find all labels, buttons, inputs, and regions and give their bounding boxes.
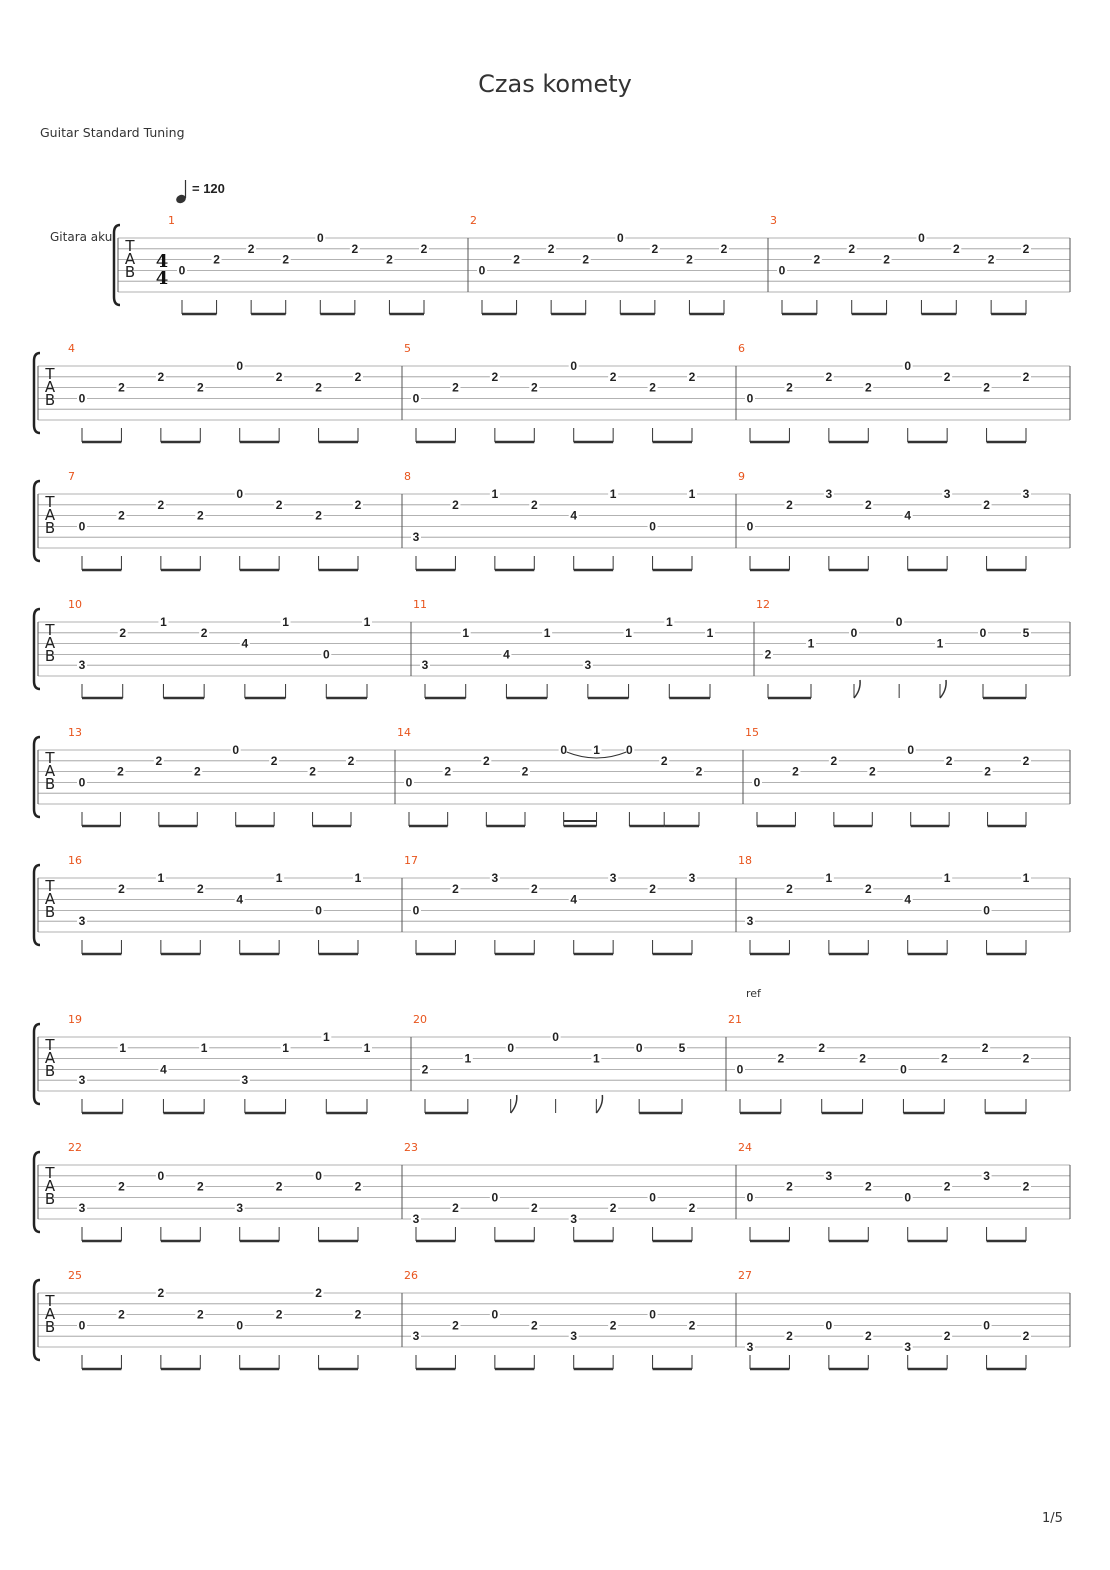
tab-clef-letter: B <box>44 647 56 665</box>
fret-number: 1 <box>609 487 617 501</box>
fret-number: 2 <box>275 369 283 384</box>
fret-number: 0 <box>78 1318 86 1333</box>
fret-number: 4 <box>904 508 912 523</box>
fret-number: 1 <box>807 636 815 651</box>
measure-number: 12 <box>756 598 770 611</box>
fret-number: 2 <box>196 380 204 395</box>
system-bracket <box>34 737 40 817</box>
fret-number: 0 <box>570 359 578 373</box>
measure-number: 18 <box>738 854 752 867</box>
fret-number: 5 <box>678 1040 686 1055</box>
tab-clef-letter: A <box>44 1305 56 1323</box>
tab-clef-letter: B <box>44 1062 56 1080</box>
fret-number: 0 <box>736 1062 744 1077</box>
fret-number: 2 <box>609 1201 617 1216</box>
fret-number: 2 <box>196 1179 204 1194</box>
measure-number: 5 <box>404 342 411 355</box>
fret-number: 2 <box>688 369 696 384</box>
fret-number: 0 <box>983 903 990 918</box>
fret-number: 2 <box>118 1307 125 1322</box>
fret-number: 0 <box>236 1318 244 1333</box>
fret-number: 4 <box>503 647 510 662</box>
fret-number: 2 <box>859 1051 866 1066</box>
tab-clef-letter: A <box>44 1177 56 1195</box>
fret-number: 0 <box>560 743 568 757</box>
fret-number: 4 <box>904 892 912 907</box>
fret-number: 0 <box>316 231 324 245</box>
fret-number: 2 <box>830 753 838 768</box>
tab-clef-letter: T <box>45 1292 55 1310</box>
fret-number: 1 <box>625 625 632 640</box>
fret-number: 1 <box>282 615 289 629</box>
measure-number: 20 <box>413 1013 427 1026</box>
measure-number: 23 <box>404 1141 418 1154</box>
system-bracket <box>34 481 40 561</box>
fret-number: 2 <box>864 380 872 395</box>
fret-number: 2 <box>695 764 703 779</box>
fret-number: 1 <box>119 1040 127 1055</box>
tab-clef-letter: T <box>125 237 135 255</box>
fret-number: 2 <box>452 1318 459 1333</box>
fret-number: 3 <box>1022 487 1030 501</box>
measure-number: 26 <box>404 1269 418 1282</box>
fret-number: 2 <box>1022 753 1030 768</box>
fret-number: 2 <box>247 241 255 256</box>
system-bracket <box>34 1152 40 1232</box>
measure-number: 22 <box>68 1141 82 1154</box>
fret-number: 0 <box>979 625 987 640</box>
fret-number: 2 <box>943 1179 951 1194</box>
fret-number: 1 <box>354 871 362 885</box>
fret-number: 1 <box>665 615 673 629</box>
fret-number: 2 <box>945 753 953 768</box>
fret-number: 2 <box>118 1179 125 1194</box>
fret-number: 2 <box>777 1051 785 1066</box>
fret-number: 3 <box>78 1201 86 1216</box>
fret-number: 2 <box>386 252 393 267</box>
fret-number: 2 <box>452 497 459 512</box>
fret-number: 2 <box>651 241 659 256</box>
fret-number: 2 <box>1022 241 1030 256</box>
measure-number: 2 <box>470 214 477 227</box>
fret-number: 0 <box>491 1190 499 1205</box>
fret-number: 3 <box>412 530 420 545</box>
fret-number: 0 <box>850 625 858 640</box>
fret-number: 3 <box>78 1073 86 1088</box>
fret-number: 2 <box>196 508 204 523</box>
fret-number: 2 <box>200 625 208 640</box>
fret-number: 2 <box>983 380 990 395</box>
fret-number: 2 <box>649 380 656 395</box>
fret-number: 3 <box>236 1201 244 1216</box>
tab-clef-letter: T <box>45 877 55 895</box>
tuning-label: Guitar Standard Tuning <box>40 125 185 140</box>
fret-number: 2 <box>813 252 821 267</box>
fret-number: 0 <box>478 263 486 278</box>
tab-clef-letter: B <box>44 391 56 409</box>
fret-number: 2 <box>864 1179 872 1194</box>
fret-number: 3 <box>746 1340 754 1354</box>
section-label: ref <box>746 987 761 1000</box>
fret-number: 0 <box>412 391 420 406</box>
measure-number: 11 <box>413 598 427 611</box>
fret-number: 2 <box>940 1051 948 1066</box>
measure-number: 14 <box>397 726 411 739</box>
fret-number: 3 <box>609 871 617 885</box>
fret-number: 3 <box>78 658 86 673</box>
fret-number: 2 <box>118 380 125 395</box>
fret-number: 2 <box>864 1329 872 1344</box>
fret-number: 2 <box>491 369 499 384</box>
fret-number: 0 <box>616 231 624 245</box>
fret-number: 3 <box>412 1329 420 1344</box>
fret-number: 3 <box>904 1340 912 1354</box>
fret-number: 0 <box>918 231 925 245</box>
fret-number: 4 <box>236 892 244 907</box>
fret-number: 2 <box>354 1179 362 1194</box>
fret-number: 2 <box>943 369 951 384</box>
fret-number: 0 <box>232 743 240 757</box>
fret-number: 5 <box>1022 625 1030 640</box>
fret-number: 0 <box>649 1190 656 1205</box>
fret-number: 0 <box>904 359 912 373</box>
fret-number: 3 <box>491 871 499 885</box>
fret-number: 2 <box>720 241 728 256</box>
system-bracket <box>34 353 40 433</box>
tab-clef-letter: A <box>44 890 56 908</box>
fret-number: 2 <box>952 241 960 256</box>
fret-number: 0 <box>412 903 420 918</box>
fret-number: 0 <box>635 1040 643 1055</box>
eighth-flag <box>596 1095 602 1113</box>
fret-number: 2 <box>213 252 220 267</box>
fret-number: 1 <box>322 1030 330 1044</box>
measure-number: 1 <box>168 214 175 227</box>
fret-number: 1 <box>462 625 470 640</box>
fret-number: 0 <box>907 743 915 757</box>
fret-number: 1 <box>160 615 167 629</box>
measure-number: 19 <box>68 1013 82 1026</box>
tab-clef-letter: B <box>44 519 56 537</box>
fret-number: 0 <box>178 263 186 278</box>
tab-clef-letter: A <box>44 378 56 396</box>
tab-clef-letter: T <box>45 749 55 767</box>
fret-number: 0 <box>236 359 244 373</box>
fret-number: 2 <box>351 241 359 256</box>
fret-number: 0 <box>78 519 86 534</box>
fret-number: 2 <box>984 764 991 779</box>
fret-number: 0 <box>904 1190 912 1205</box>
fret-number: 0 <box>983 1318 990 1333</box>
page-title: Czas komety <box>478 70 632 98</box>
tab-clef-letter: B <box>44 903 56 921</box>
fret-number: 2 <box>118 508 125 523</box>
fret-number: 2 <box>196 1307 204 1322</box>
eighth-flag <box>511 1095 517 1113</box>
fret-number: 2 <box>354 369 362 384</box>
fret-number: 2 <box>309 764 316 779</box>
fret-number: 2 <box>1022 1179 1030 1194</box>
fret-number: 2 <box>688 1318 696 1333</box>
eighth-flag <box>854 680 860 698</box>
tab-clef-letter: T <box>45 493 55 511</box>
fret-number: 2 <box>452 881 459 896</box>
fret-number: 0 <box>322 647 330 662</box>
fret-number: 2 <box>792 764 799 779</box>
fret-number: 4 <box>241 636 249 651</box>
fret-number: 2 <box>818 1040 826 1055</box>
fret-number: 2 <box>315 1286 322 1300</box>
fret-number: 2 <box>282 252 290 267</box>
tempo-marking: = 120 <box>192 181 225 196</box>
fret-number: 3 <box>983 1168 990 1183</box>
measure-number: 8 <box>404 470 411 483</box>
tab-clef-letter: T <box>45 621 55 639</box>
fret-number: 2 <box>530 1318 538 1333</box>
fret-number: 0 <box>315 903 322 918</box>
fret-number: 2 <box>609 1318 617 1333</box>
tab-clef-letter: A <box>44 634 56 652</box>
measure-number: 6 <box>738 342 745 355</box>
fret-number: 3 <box>570 1212 578 1226</box>
fret-number: 2 <box>421 1062 429 1077</box>
fret-number: 2 <box>786 497 793 512</box>
fret-number: 1 <box>363 1040 371 1055</box>
fret-number: 2 <box>943 1329 951 1344</box>
fret-number: 2 <box>686 252 693 267</box>
fret-number: 2 <box>155 753 163 768</box>
tab-clef-letter: B <box>124 263 136 281</box>
fret-number: 2 <box>530 380 538 395</box>
fret-number: 0 <box>895 615 903 629</box>
eighth-flag <box>940 680 946 698</box>
fret-number: 2 <box>530 1201 538 1216</box>
system-bracket <box>114 225 120 305</box>
fret-number: 2 <box>420 241 428 256</box>
fret-number: 1 <box>491 487 499 501</box>
fret-number: 2 <box>354 1307 362 1322</box>
fret-number: 2 <box>786 380 793 395</box>
fret-number: 2 <box>981 1040 989 1055</box>
fret-number: 2 <box>868 764 876 779</box>
fret-number: 3 <box>78 914 86 929</box>
fret-number: 2 <box>983 497 990 512</box>
fret-number: 2 <box>649 881 656 896</box>
fret-number: 0 <box>157 1168 165 1183</box>
system-bracket <box>34 865 40 945</box>
fret-number: 0 <box>746 391 754 406</box>
track-name: Gitara aku <box>50 230 113 244</box>
fret-number: 4 <box>570 508 578 523</box>
fret-number: 2 <box>786 881 793 896</box>
fret-number: 2 <box>1022 1329 1030 1344</box>
fret-number: 0 <box>626 743 633 757</box>
fret-number: 3 <box>421 658 429 673</box>
fret-number: 3 <box>943 487 951 501</box>
measure-number: 16 <box>68 854 82 867</box>
fret-number: 2 <box>482 753 490 768</box>
fret-number: 2 <box>354 497 362 512</box>
fret-number: 3 <box>412 1212 420 1226</box>
fret-number: 0 <box>78 391 86 406</box>
fret-number: 2 <box>848 241 856 256</box>
fret-number: 2 <box>275 1179 283 1194</box>
fret-number: 2 <box>530 881 538 896</box>
measure-number: 15 <box>745 726 759 739</box>
fret-number: 2 <box>883 252 890 267</box>
fret-number: 0 <box>649 1307 656 1322</box>
tab-clef-letter: B <box>44 1318 56 1336</box>
page-number: 1/5 <box>1042 1511 1063 1526</box>
fret-number: 1 <box>282 1040 289 1055</box>
measure-number: 9 <box>738 470 745 483</box>
fret-number: 2 <box>275 497 283 512</box>
fret-number: 2 <box>157 369 165 384</box>
fret-number: 2 <box>513 252 520 267</box>
fret-number: 0 <box>507 1040 515 1055</box>
tab-clef-letter: A <box>44 506 56 524</box>
fret-number: 3 <box>825 487 833 501</box>
fret-number: 3 <box>570 1329 578 1344</box>
fret-number: 2 <box>193 764 201 779</box>
fret-number: 1 <box>1022 871 1030 885</box>
tab-clef-letter: B <box>44 1190 56 1208</box>
tab-clef-letter: A <box>44 762 56 780</box>
fret-number: 2 <box>315 508 322 523</box>
measure-number: 25 <box>68 1269 82 1282</box>
measure-number: 24 <box>738 1141 752 1154</box>
measure-number: 4 <box>68 342 75 355</box>
fret-number: 0 <box>552 1030 559 1044</box>
fret-number: 0 <box>315 1168 322 1183</box>
fret-number: 4 <box>160 1062 167 1077</box>
fret-number: 3 <box>241 1073 249 1088</box>
measure-number: 21 <box>728 1013 742 1026</box>
tab-clef-letter: A <box>44 1049 56 1067</box>
fret-number: 2 <box>609 369 617 384</box>
fret-number: 2 <box>275 1307 283 1322</box>
measure-number: 17 <box>404 854 418 867</box>
measure-number: 3 <box>770 214 777 227</box>
fret-number: 2 <box>764 647 772 662</box>
fret-number: 2 <box>119 625 127 640</box>
tab-clef-letter: T <box>45 1164 55 1182</box>
fret-number: 0 <box>825 1318 833 1333</box>
fret-number: 4 <box>570 892 578 907</box>
fret-number: 2 <box>864 881 872 896</box>
fret-number: 2 <box>452 380 459 395</box>
fret-number: 3 <box>584 658 592 673</box>
fret-number: 2 <box>452 1201 459 1216</box>
fret-number: 2 <box>530 497 538 512</box>
fret-number: 0 <box>753 775 761 790</box>
fret-number: 3 <box>746 914 754 929</box>
fret-number: 2 <box>786 1329 793 1344</box>
measure-number: 13 <box>68 726 82 739</box>
fret-number: 1 <box>464 1051 472 1066</box>
fret-number: 1 <box>688 487 696 501</box>
fret-number: 2 <box>825 369 833 384</box>
fret-number: 1 <box>157 871 165 885</box>
fret-number: 2 <box>987 252 995 267</box>
fret-number: 2 <box>660 753 668 768</box>
fret-number: 2 <box>1022 369 1030 384</box>
fret-number: 2 <box>444 764 452 779</box>
measure-number: 7 <box>68 470 75 483</box>
fret-number: 1 <box>936 636 944 651</box>
measure-number: 10 <box>68 598 82 611</box>
system-bracket <box>34 1280 40 1360</box>
fret-number: 0 <box>649 519 656 534</box>
system-bracket <box>34 609 40 689</box>
fret-number: 2 <box>521 764 529 779</box>
time-signature-top: 4 <box>155 251 169 272</box>
fret-number: 2 <box>786 1179 793 1194</box>
fret-number: 3 <box>825 1168 833 1183</box>
fret-number: 3 <box>688 871 696 885</box>
measure-number: 27 <box>738 1269 752 1282</box>
tab-clef-letter: A <box>124 250 136 268</box>
fret-number: 1 <box>275 871 283 885</box>
fret-number: 0 <box>78 775 86 790</box>
fret-number: 0 <box>778 263 786 278</box>
tab-clef-letter: T <box>45 1036 55 1054</box>
fret-number: 1 <box>943 871 951 885</box>
fret-number: 0 <box>491 1307 499 1322</box>
fret-number: 2 <box>1022 1051 1030 1066</box>
fret-number: 2 <box>118 881 125 896</box>
fret-number: 2 <box>547 241 555 256</box>
tab-clef-letter: T <box>45 365 55 383</box>
fret-number: 0 <box>236 487 244 501</box>
fret-number: 2 <box>270 753 278 768</box>
fret-number: 2 <box>117 764 124 779</box>
fret-number: 0 <box>746 1190 754 1205</box>
fret-number: 2 <box>157 497 165 512</box>
fret-number: 2 <box>688 1201 696 1216</box>
fret-number: 0 <box>900 1062 907 1077</box>
fret-number: 2 <box>347 753 355 768</box>
fret-number: 2 <box>864 497 872 512</box>
fret-number: 0 <box>405 775 413 790</box>
fret-number: 2 <box>315 380 322 395</box>
fret-number: 2 <box>157 1286 165 1300</box>
fret-number: 1 <box>593 743 600 757</box>
fret-number: 1 <box>592 1051 600 1066</box>
tab-clef-letter: B <box>44 775 56 793</box>
fret-number: 0 <box>746 519 754 534</box>
time-signature-bottom: 4 <box>155 268 169 289</box>
fret-number: 2 <box>582 252 590 267</box>
fret-number: 1 <box>706 625 714 640</box>
fret-number: 1 <box>825 871 833 885</box>
fret-number: 2 <box>196 881 204 896</box>
fret-number: 1 <box>363 615 371 629</box>
fret-number: 1 <box>543 625 551 640</box>
system-bracket <box>34 1024 40 1104</box>
fret-number: 1 <box>200 1040 208 1055</box>
